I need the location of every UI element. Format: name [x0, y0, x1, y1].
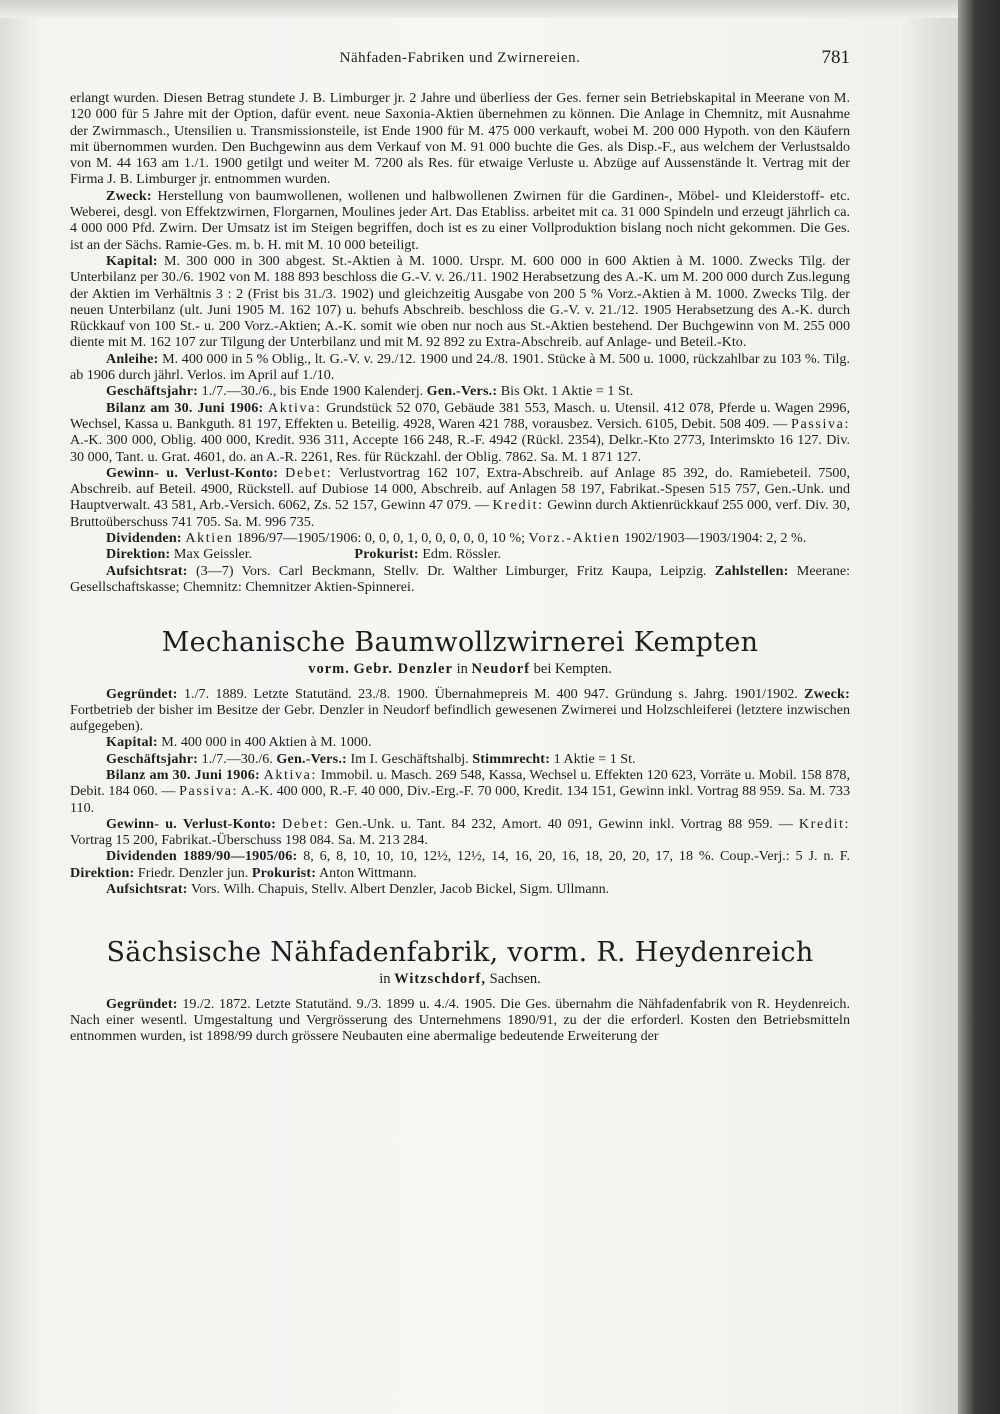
- page-body: [70, 90, 850, 1045]
- company-title-kempten: Mechanische Baumwollzwirnerei Kempten: [161, 627, 759, 659]
- bilanz-paragraph: Bilanz am 30. Juni 1906: Aktiva: Immobil. u. Masch. 269 548, Kassa, Wechsel u. Effekten 120 623, Vorräte u. Mobil. 158 878, Debit. 184 060. — Passiva: A.-K. 400 000, R.-F. 40 000, Div.-Erg.-F. 70 000, Kredit. 134 151, Gewinn inkl. Vortrag 88 959. Sa. M. 733 110.: [70, 766, 850, 816]
- guv-label: Gewinn- u. Verlust-Konto:: [106, 464, 279, 481]
- prokurist-label: Prokurist:: [354, 546, 419, 563]
- running-header: Nähfaden-Fabriken und Zwirnereien.: [339, 50, 581, 66]
- zweck-label: Zweck:: [804, 685, 850, 702]
- kredit-word: Kredit:: [492, 497, 544, 514]
- aufsichtsrat-paragraph: Aufsichtsrat: Vors. Wilh. Chapuis, Stellv. Albert Denzler, Jacob Bickel, Sigm. Ullmann.: [106, 881, 610, 898]
- dividenden-paragraph: Dividenden: Aktien 1896/97—1905/1906: 0, 0, 0, 1, 0, 0, 0, 0, 0, 10 %; Vorz.-Aktien 1902/1903—1903/1904: 2, 2 %.: [106, 530, 807, 547]
- vorz-aktien-word: Vorz.-Aktien: [528, 530, 621, 547]
- kapital-label: Kapital:: [106, 252, 158, 269]
- intro-paragraph: erlangt wurden. Diesen Betrag stundete J. B. Limburger jr. 2 Jahre und überliess der Ges. ferner sein Betriebskapital in Meerane von M. 120 000 für 5 Jahre mit der Option, dafür event. neue Saxonia-Aktien übernehmen zu können. Die Anlage in Chemnitz, mit Ausnahme der Zwirnmasch., Utensilien u. Transmissionsteile, ist Ende 1900 für M. 475 000 verkauft, wobei M. 200 000 Hypoth. von den Käufern mit übernommen wurden. Den Buchgewinn aus dem Verkauf von M. 91 000 buchte die Ges. als Disp.-F., aus welchem der Verlustsaldo von M. 44 163 am 1./1. 1900 getilgt und weiter M. 7200 als Res. für etwaige Verluste u. Abzüge auf Aussenstände lt. Vertrag mit der Firma J. B. Limburger jr. entnommen wurden.: [70, 90, 850, 188]
- guv-paragraph: Gewinn- u. Verlust-Konto: Debet: Gen.-Unk. u. Tant. 84 232, Amort. 40 091, Gewinn inkl. Vortrag 88 959. — Kredit: Vortrag 15 200, Fabrikat.-Überschuss 198 084. Sa. M. 213 284.: [70, 815, 850, 849]
- aufsichtsrat-paragraph: Aufsichtsrat: (3—7) Vors. Carl Beckmann, Stellv. Dr. Walther Limburger, Fritz Kaupa, Leipzig. Zahlstellen: Meerane: Gesellschaftskasse; Chemnitz: Chemnitzer Aktien-Spinnerei.: [70, 562, 850, 595]
- place-name: Neudorf: [471, 661, 531, 678]
- coupon-verjaehrung: Coup.-Verj.: 5 J. n. F.: [720, 848, 850, 865]
- place-name: Witzschdorf,: [394, 971, 487, 988]
- direktion-label: Direktion:: [106, 546, 171, 563]
- gen-vers-label: Gen.-Vers.:: [276, 750, 347, 767]
- anleihe-paragraph: Anleihe: M. 400 000 in 5 % Oblig., lt. G.-V. v. 29./12. 1900 und 24./8. 1901. Stücke à M. 500 u. 1000, rückzahlbar zu 103 %. Tilg. ab 1906 durch jährl. Verlos. im April auf 1./10.: [70, 350, 850, 384]
- geschaeftsjahr-paragraph: Geschäftsjahr: 1./7.—30./6. Gen.-Vers.: Im I. Geschäftshalbj. Stimmrecht: 1 Aktie = 1 St.: [106, 750, 636, 767]
- geschaeftsjahr-label: Geschäftsjahr:: [106, 383, 199, 400]
- kapital-label: Kapital:: [106, 734, 158, 751]
- anleihe-label: Anleihe:: [106, 350, 159, 367]
- gegruendet-label: Gegründet:: [106, 995, 178, 1012]
- company-subtitle-kempten: vorm. Gebr. Denzler in Neudorf bei Kempten.: [308, 661, 612, 678]
- bilanz-label: Bilanz am 30. Juni 1906:: [106, 766, 260, 783]
- gegruendet-paragraph: Gegründet: 19./2. 1872. Letzte Statutänd. 9./3. 1899 u. 4./4. 1905. Die Ges. übernahm die Nähfadenfabrik von R. Heydenreich. Nach einer wesentl. Umgestaltung und Vergrösserung des Unternehmens 1890/91, zu der die erforderl. Kosten den Betriebsmitteln entnommen wurden, ist 1898/99 durch grössere Neubauten eine abermalige bedeutende Erweiterung der: [70, 995, 850, 1045]
- geschaeftsjahr-paragraph: Geschäftsjahr: 1./7.—30./6., bis Ende 1900 Kalenderj. Gen.-Vers.: Bis Okt. 1 Aktie = 1 St.: [106, 383, 634, 400]
- page-number: 781: [821, 47, 850, 68]
- debet-word: Debet:: [285, 464, 333, 481]
- aufsichtsrat-label: Aufsichtsrat:: [106, 562, 188, 579]
- aktien-word: Aktien: [185, 530, 234, 547]
- prokurist-label: Prokurist:: [251, 864, 317, 881]
- kredit-word: Kredit:: [798, 815, 850, 832]
- direktion-paragraph: Direktion: Max Geissler. Prokurist: Edm. Rössler.: [106, 546, 502, 563]
- gegruendet-paragraph: Gegründet: 1./7. 1889. Letzte Statutänd. 23./8. 1900. Übernahmepreis M. 400 947. Gründung s. Jahrg. 1901/1902. Zweck: Fortbetrieb der bisher im Besitze der Gebr. Denzler in Neudorf befindlich gewesenen Zwirnerei und Holzschleiferei (letztere inzwischen aufgegeben).: [70, 685, 850, 735]
- aufsichtsrat-label: Aufsichtsrat:: [106, 881, 188, 898]
- scan-edge-top: [0, 0, 1000, 18]
- bilanz-paragraph: Bilanz am 30. Juni 1906: Aktiva: Grundstück 52 070, Gebäude 381 553, Masch. u. Utensil. 412 078, Pferde u. Wagen 2996, Wechsel, Kassa u. Bankguth. 81 197, Effekten u. Beteilig. 4928, Waren 421 788, vorausbez. Versich. 6105, Debit. 508 409. — Passiva: A.-K. 300 000, Oblig. 400 000, Kredit. 936 311, Accepte 166 248, R.-F. 4942 (Rückl. 2354), Delkr.-Kto 2773, Interimskto 16 127. Div. 30 000, Tant. u. Grat. 4601, do. an A.-R. 2261, Res. für Rückzahl. der Oblig. 7862. Sa. M. 1 871 127.: [70, 399, 850, 465]
- company-subtitle-heydenreich: in Witzschdorf, Sachsen.: [379, 971, 541, 988]
- zweck-label: Zweck:: [106, 187, 152, 204]
- guv-label: Gewinn- u. Verlust-Konto:: [106, 815, 277, 832]
- passiva-word: Passiva:: [791, 415, 850, 432]
- bilanz-label: Bilanz am 30. Juni 1906:: [106, 399, 264, 416]
- kapital-paragraph: Kapital: M. 300 000 in 300 abgest. St.-Aktien à M. 1000. Urspr. M. 600 000 in 600 Aktien à M. 1000. Zwecks Tilg. der Unterbilanz per 30./6. 1902 von M. 188 893 beschloss die G.-V. v. 26./11. 1902 Herabsetzung des A.-K. um M. 200 000 durch Zus.legung der Aktien im Verhältnis 3 : 2 (Frist bis 31./3. 1902) und gleichzeitig Ausgabe von 200 5 % Vorz.-Aktien à M. 1000. Zwecks Tilg. der neuen Unterbilanz (ult. Juni 1905 M. 162 107) u. behufs Abschreib. beschloss die G.-V. v. 21./12. 1905 Herabsetzung des A.-K. durch Rückkauf von 100 St.- u. 200 Vorz.-Aktien; A.-K. somit wie oben nur noch aus St.-Aktien bestehend. Der Buchgewinn von M. 255 000 diente mit M. 162 107 zur Tilgung der Unterbilanz und mit M. 92 892 zu Extra-Abschreib. auf Anlage- und Beteil.-Kto.: [70, 252, 850, 351]
- company-title-heydenreich: Sächsische Nähfadenfabrik, vorm. R. Heydenreich: [106, 937, 814, 969]
- dividenden-paragraph: Dividenden 1889/90—1905/06: 8, 6, 8, 10, 10, 10, 12½, 12½, 14, 16, 20, 16, 18, 20, 20, 17, 18 %. Coup.-Verj.: 5 J. n. F. Direktion: Friedr. Denzler jun. Prokurist: Anton Wittmann.: [70, 848, 850, 881]
- zweck-paragraph: Zweck: Herstellung von baumwollenen, wollenen und halbwollenen Zwirnen für die Gardinen-, Möbel- und Kleiderstoff- etc. Weberei, desgl. von Effektzwirnen, Florgarnen, Moulines jeder Art. Das Etabliss. arbeitet mit ca. 31 000 Spindeln und erzeugt jährlich ca. 4 000 000 Pfd. Zwirn. Der Umsatz ist im Steigen begriffen, doch ist es zu einer Vollproduktion bislang noch nicht gekommen. Die Ges. ist an der Sächs. Ramie-Ges. m. b. H. mit M. 10 000 beteiligt.: [70, 187, 850, 253]
- gegruendet-label: Gegründet:: [106, 685, 178, 702]
- debet-word: Debet:: [282, 815, 330, 832]
- aktiva-word: Aktiva:: [263, 766, 318, 783]
- direktion-label: Direktion:: [70, 864, 135, 881]
- zahlstellen-label: Zahlstellen:: [714, 562, 789, 579]
- passiva-word: Passiva:: [179, 783, 239, 800]
- aktiva-word: Aktiva:: [268, 399, 322, 416]
- scan-edge-right: [958, 0, 1000, 1414]
- dividenden-label: Dividenden:: [106, 530, 182, 547]
- stimmrecht-label: Stimmrecht:: [472, 750, 551, 767]
- firm-name: Gebr. Denzler: [353, 661, 453, 678]
- guv-paragraph: Gewinn- u. Verlust-Konto: Debet: Verlustvortrag 162 107, Extra-Abschreib. auf Anlage 85 392, do. Ramiebeteil. 7500, Abschreib. auf Beteil. 4900, Rückstell. auf Dubiose 14 000, Abschreib. auf Anlagen 58 197, Fabrikat.-Spesen 515 757, Gen.-Unk. und Hauptverwalt. 43 581, Arb.-Versich. 6062, Zs. 52 157, Gewinn 47 079. — Kredit: Gewinn durch Aktienrückkauf 255 000, verf. Div. 30, Bruttoüberschuss 741 705. Sa. M. 996 735.: [70, 464, 850, 530]
- kapital-paragraph: Kapital: M. 400 000 in 400 Aktien à M. 1000.: [106, 734, 372, 751]
- dividenden-label: Dividenden 1889/90—1905/06:: [106, 848, 298, 865]
- geschaeftsjahr-label: Geschäftsjahr:: [106, 750, 199, 767]
- gen-vers-label: Gen.-Vers.:: [426, 383, 498, 400]
